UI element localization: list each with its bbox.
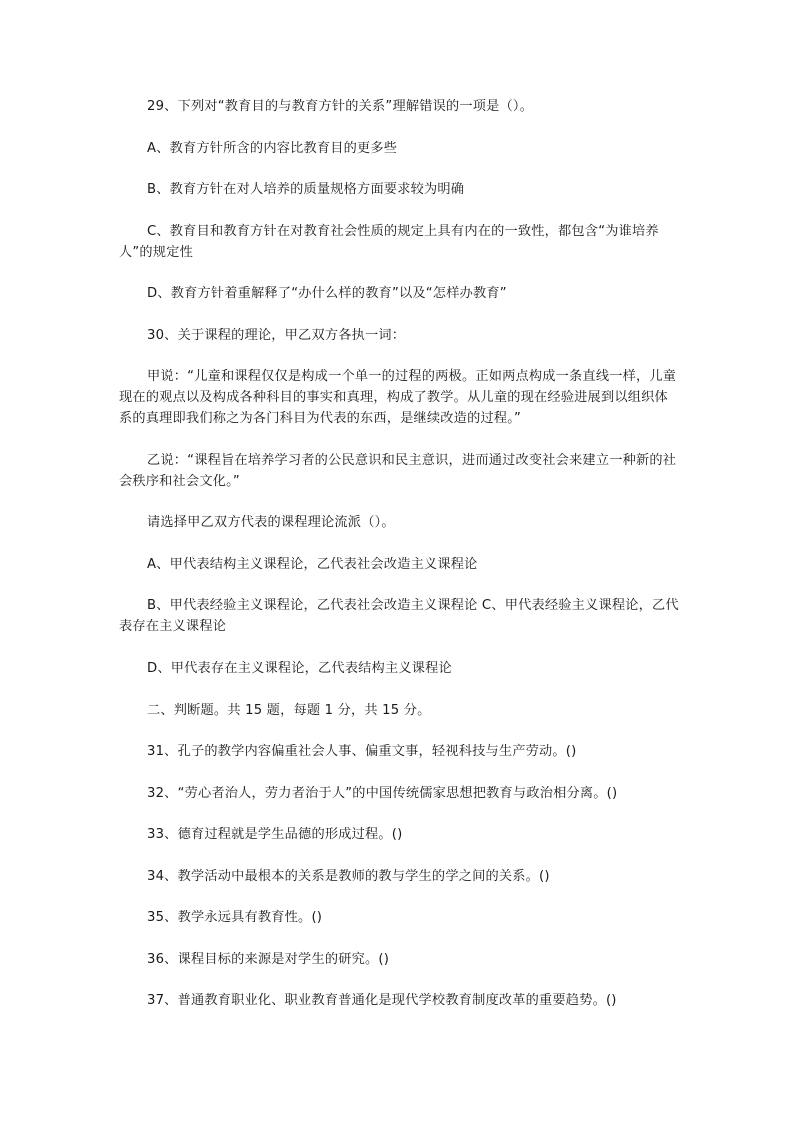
question-30-quote-yi: 乙说：“课程旨在培养学习者的公民意识和民主意识，进而通过改变社会来建立一种新的社会秩序和社会文化。” (119, 453, 677, 489)
section-heading-true-false: 二、判断题。共 15 题，每题 1 分，共 15 分。 (147, 703, 431, 718)
question-31: 31、孔子的教学内容偏重社会人事、偏重文事，轻视科技与生产劳动。() (147, 744, 577, 759)
question-29-option-d: D、教育方针着重解释了“办什么样的教育”以及“怎样办教育” (147, 286, 507, 301)
question-37: 37、普通教育职业化、职业教育普通化是现代学校教育制度改革的重要趋势。() (147, 993, 617, 1008)
question-30-stem: 30、关于课程的理论，甲乙双方各执一词： (147, 328, 406, 343)
question-30-option-a: A、甲代表结构主义课程论，乙代表社会改造主义课程论 (147, 557, 478, 572)
question-32: 32、“劳心者治人，劳力者治于人”的中国传统儒家思想把教育与政治相分离。() (147, 786, 618, 801)
question-36: 36、课程目标的来源是对学生的研究。() (147, 952, 390, 967)
question-30-quote-jia: 甲说：“儿童和课程仅仅是构成一个单一的过程的两极。正如两点构成一条直线一样，儿童现在的观点以及构成各种科目的事实和真理，构成了教学。从儿童的现在经验进展到以组织体系的真理即我们称之为各门科目为代表的东西，是继续改造的过程。” (119, 369, 677, 426)
question-34: 34、教学活动中最根本的关系是教师的教与学生的学之间的关系。() (147, 869, 550, 884)
question-29-option-c: C、教育目和教育方针在对教育社会性质的规定上具有内在的一致性，都包含“为谁培养人”的规定性 (119, 224, 659, 260)
question-29-stem: 29、下列对“教育目的与教育方针的关系”理解错误的一项是（）。 (147, 99, 534, 114)
question-30-prompt: 请选择甲乙双方代表的课程理论流派（）。 (147, 515, 395, 530)
question-33: 33、德育过程就是学生品德的形成过程。() (147, 827, 403, 842)
question-30-option-d: D、甲代表存在主义课程论，乙代表结构主义课程论 (147, 661, 452, 676)
question-29-option-b: B、教育方针在对人培养的质量规格方面要求较为明确 (147, 182, 465, 197)
question-29-option-a: A、教育方针所含的内容比教育目的更多些 (147, 141, 398, 156)
question-35: 35、教学永远具有教育性。() (147, 910, 323, 925)
question-30-option-b-c: B、甲代表经验主义课程论，乙代表社会改造主义课程论 C、甲代表经验主义课程论，乙代表存在主义课程论 (119, 598, 679, 634)
